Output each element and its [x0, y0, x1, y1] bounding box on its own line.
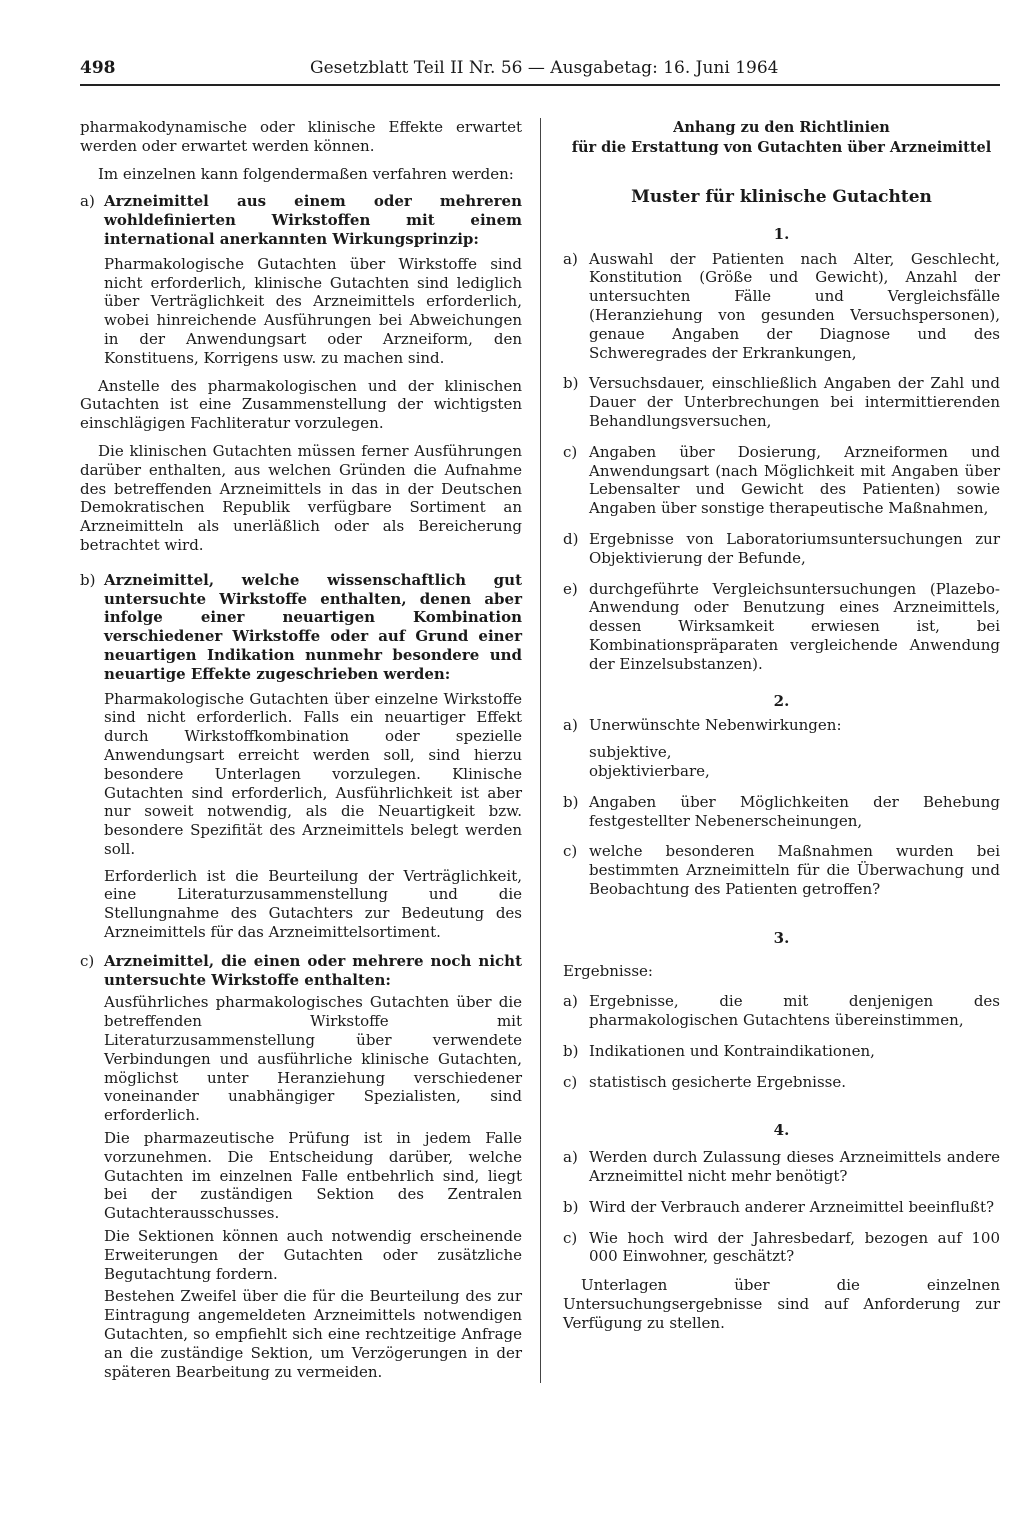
- section-b-text-2: Erforderlich ist die Beurteilung der Verträglichkeit, eine Literaturzusammenstellung und die Stellungnahme des Gutachters zur Bedeutung des Arzneimittels für das Arzneimittelsortiment.: [104, 866, 522, 942]
- list-item-label: d): [563, 529, 579, 548]
- lead-text: Im einzelnen kann folgendermaßen verfahren werden:: [98, 164, 514, 183]
- section-c-text-1: Ausführliches pharmakologisches Gutachten über die betreffenden Wirkstoffe mit Literaturzusammenstellung über verwendete Verbindungen und ausführliche klinische Gutachten, möglichst unter Heranziehung verschiedener voneinander unabhängiger Spezialisten, sind erforderlich.: [104, 993, 522, 1125]
- list-item-label: c): [563, 1228, 578, 1247]
- left-column: [80, 118, 522, 1381]
- list-item-label: a): [563, 992, 578, 1011]
- list-item: [563, 1148, 1000, 1186]
- gazette-title: Gesetzblatt Teil II Nr. 56 — Ausgabetag: 16. Juni 1964: [310, 58, 779, 78]
- list-item: [563, 992, 1000, 1030]
- list-item-label: b): [563, 1041, 579, 1060]
- section-c-heading: Arzneimittel, die einen oder mehrere noch nicht untersuchte Wirkstoffe enthalten:: [104, 951, 522, 989]
- section-b-text-1: Pharmakologische Gutachten über einzelne Wirkstoffe sind nicht erforderlich. Falls ein neuartiger Effekt durch Wirkstoffkombination oder spezielle Anwendungsart erreicht werden soll, sind hierzu besondere Unterlagen vorzulegen. Klinische Gutachten sind erforderlich, Ausführlichkeit ist aber nur soweit notwendig, als die Neuartigkeit bzw. besondere Spezifität des Arzneimittels belegt werden soll.: [104, 689, 522, 858]
- section-c-label: c): [80, 951, 95, 970]
- list-item-text: Ergebnisse von Laboratoriumsuntersuchungen zur Objektivierung der Befunde,: [589, 529, 1000, 567]
- list-item-label: c): [563, 1072, 578, 1091]
- section-a-label: a): [80, 192, 95, 211]
- list-item: [563, 1042, 1000, 1061]
- list-item-text: Versuchsdauer, einschließlich Angaben der Zahl und Dauer der Unterbrechungen bei intermittierenden Behandlungsversuchen,: [589, 374, 1000, 430]
- section-1-list: [563, 250, 1000, 674]
- list-item-label: b): [563, 374, 579, 393]
- list-item-text: statistisch gesicherte Ergebnisse.: [589, 1072, 846, 1091]
- list-item-text: Indikationen und Kontraindikationen,: [589, 1041, 875, 1060]
- page-header: [80, 58, 1000, 86]
- section-1-number: 1.: [773, 224, 790, 243]
- list-item: [563, 580, 1000, 674]
- list-item: [563, 250, 1000, 363]
- list-item-text: Auswahl der Patienten nach Alter, Geschlecht, Konstitution (Größe und Gewicht), Anzahl der untersuchten Fälle und Vergleichsfälle (Heranziehung von gesunden Versuchspersonen), genaue Angaben der Diagnose und des Schweregrades der Erkrankungen,: [589, 249, 1000, 362]
- section-2-item-a: [563, 716, 1000, 780]
- right-column: [563, 118, 1000, 1333]
- list-item-label: a): [563, 1148, 578, 1167]
- section-a-heading: Arzneimittel aus einem oder mehreren wohldefinierten Wirkstoffen mit einem international anerkannten Wirkungsprinzip:: [104, 192, 522, 248]
- list-item-text: durchgeführte Vergleichsuntersuchungen (Plazebo-Anwendung oder Benutzung eines Arzneimittels, dessen Wirksamkeit erwiesen ist, bei Kombinationspräparaten vergleichende Anwendung der Einzelsubstanzen).: [589, 579, 1000, 673]
- section-c-text-3: Die Sektionen können auch notwendig erscheinende Erweiterungen der Gutachten oder zusätzliche Begutachtung fordern.: [104, 1227, 522, 1283]
- closing-paragraph: Unterlagen über die einzelnen Untersuchungsergebnisse sind auf Anforderung zur Verfügung zu stellen.: [563, 1276, 1000, 1332]
- list-item-label: b): [563, 1197, 579, 1216]
- column-divider: [540, 118, 541, 1383]
- section-b-heading: Arzneimittel, welche wissenschaftlich gut untersuchte Wirkstoffe enthalten, denen aber infolge einer neuartigen Kombination verschiedener Wirkstoffe oder auf Grund einer neuartigen Indikation nunmehr besondere und neuartige Effekte zugeschrieben werden:: [104, 570, 522, 683]
- list-item: [563, 1198, 1000, 1217]
- list-item-label: a): [563, 716, 578, 735]
- page-number: 498: [80, 58, 116, 78]
- list-item-text: welche besonderen Maßnahmen wurden bei bestimmten Arzneimitteln für die Überwachung und Beobachtung des Patienten getroffen?: [589, 842, 1000, 898]
- list-item-text: Ergebnisse, die mit denjenigen des pharmakologischen Gutachtens übereinstimmen,: [589, 992, 1000, 1030]
- template-title: Muster für klinische Gutachten: [631, 187, 932, 207]
- sub-item-objective: objektivierbare,: [589, 761, 710, 780]
- list-item-text: Unerwünschte Nebenwirkungen:: [589, 716, 842, 735]
- list-item-label: c): [563, 442, 578, 461]
- list-item: [563, 1229, 1000, 1267]
- section-3-lead: Ergebnisse:: [563, 961, 653, 980]
- paragraph-anstelle: Anstelle des pharmakologischen und der klinischen Gutachten ist eine Zusammenstellung der wichtigsten einschlägigen Fachliteratur vorzulegen.: [80, 376, 522, 433]
- appendix-title-line-1: Anhang zu den Richtlinien: [673, 119, 890, 136]
- appendix-title-line-2: für die Erstattung von Gutachten über Arzneimittel: [571, 139, 992, 156]
- list-item-text: Angaben über Möglichkeiten der Behebung festgestellter Nebenerscheinungen,: [589, 792, 1000, 830]
- list-item-label: a): [563, 249, 578, 268]
- list-item: [563, 1073, 1000, 1092]
- section-a-text: Pharmakologische Gutachten über Wirkstoffe sind nicht erforderlich, klinische Gutachten sind lediglich über Verträglichkeit des Arzneimittels erforderlich, wobei hinreichende Ausführungen bei Abweichungen in der Anwendungsart oder Arzneiform, den Konstituens, Korrigens usw. zu machen sind.: [104, 254, 522, 367]
- paragraph-klinische: Die klinischen Gutachten müssen ferner Ausführungen darüber enthalten, aus welchen Gründen die Aufnahme des betreffenden Arzneimittels in das in der Deutschen Demokratischen Republik verfügbare Sortiment an Arzneimitteln als unerläßlich oder als Bereicherung betrachtet wird.: [80, 441, 522, 554]
- section-b: [80, 571, 522, 942]
- list-item-label: b): [563, 792, 579, 811]
- section-c: [80, 952, 522, 1382]
- section-3-number: 3.: [773, 928, 790, 947]
- sub-item-subjective: subjektive,: [589, 743, 672, 762]
- list-item-text: Wie hoch wird der Jahresbedarf, bezogen auf 100 000 Einwohner, geschätzt?: [589, 1228, 1000, 1266]
- section-a: [80, 192, 522, 367]
- section-4-number: 4.: [773, 1121, 790, 1140]
- list-item-label: e): [563, 579, 578, 598]
- section-2-item-b: [563, 793, 1000, 831]
- list-item: [563, 374, 1000, 430]
- list-item-text: Angaben über Dosierung, Arzneiformen und Anwendungsart (nach Möglichkeit mit Angaben über Lebensalter und Gewicht des Patienten) sowie Angaben über sonstige therapeutische Maßnahmen,: [589, 442, 1000, 518]
- list-item-label: c): [563, 842, 578, 861]
- list-item-text: Werden durch Zulassung dieses Arzneimittels andere Arzneimittel nicht mehr benötigt?: [589, 1148, 1000, 1186]
- section-c-text-4: Bestehen Zweifel über die für die Beurteilung des zur Eintragung angemeldeten Arzneimittels notwendigen Gutachten, so empfiehlt sich eine rechtzeitige Anfrage an die zuständige Sektion, um Verzögerungen in der späteren Bearbeitung zu vermeiden.: [104, 1287, 522, 1381]
- section-c-text-2: Die pharmazeutische Prüfung ist in jedem Falle vorzunehmen. Die Entscheidung darüber, welche Gutachten im einzelnen Falle entbehrlich sind, liegt bei der zuständigen Sektion des Zentralen Gutachterausschusses.: [104, 1129, 522, 1223]
- section-b-label: b): [80, 570, 96, 589]
- list-item-text: Wird der Verbrauch anderer Arzneimittel beeinflußt?: [589, 1197, 995, 1216]
- list-item: [563, 443, 1000, 518]
- section-2-number: 2.: [773, 691, 790, 710]
- intro-text: pharmakodynamische oder klinische Effekte erwartet werden oder erwartet werden können.: [80, 118, 522, 155]
- section-2-item-c: [563, 842, 1000, 898]
- list-item: [563, 530, 1000, 568]
